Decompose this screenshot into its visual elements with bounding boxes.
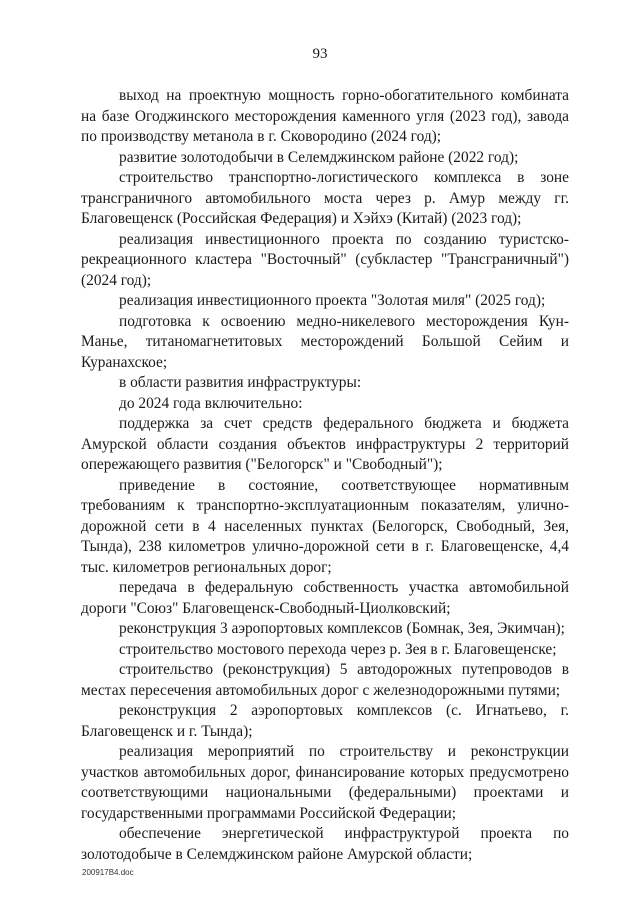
paragraph: развитие золотодобычи в Селемджинском районе (2022 год); bbox=[119, 148, 519, 166]
page-number: 93 bbox=[312, 46, 328, 62]
file-name-footer: 200917В4.doc bbox=[82, 868, 134, 877]
paragraph: реконструкция 2 аэропортовых комплексов (с. Игнатьево, г. Благовещенск и г. Тында); bbox=[81, 702, 569, 740]
paragraph: реализация мероприятий по строительству и реконструкции участков автомобильных дорог, финансирование которых предусмотрено соответствующими национальными (федеральными) проектами и государственными программами Российской Федерации; bbox=[81, 743, 569, 822]
document-body bbox=[81, 86, 569, 865]
paragraph: обеспечение энергетической инфраструктурой проекта по золотодобыче в Селемджинском районе Амурской области; bbox=[81, 825, 569, 863]
paragraph: реализация инвестиционного проекта по созданию туристско-рекреационного кластера "Восточный" (субкластер "Трансграничный") (2024 год); bbox=[81, 230, 569, 289]
paragraph: поддержка за счет средств федерального бюджета и бюджета Амурской области создания объектов инфраструктуры 2 территорий опережающего развития ("Белогорск" и "Свободный"); bbox=[81, 415, 569, 473]
section-heading: в области развития инфраструктуры: bbox=[119, 374, 362, 391]
paragraph: передача в федеральную собственность участка автомобильной дороги "Союз" Благовещенск-Свободный-Циолковский; bbox=[81, 579, 569, 617]
period-heading: до 2024 года включительно: bbox=[119, 394, 303, 412]
paragraph: реконструкция 3 аэропортовых комплексов (Бомнак, Зея, Экимчан); bbox=[119, 620, 565, 637]
paragraph: строительство (реконструкция) 5 автодорожных путепроводов в местах пересечения автомобильных дорог с железнодорожными путями; bbox=[81, 661, 569, 699]
paragraph: реализация инвестиционного проекта "Золотая миля" (2025 год); bbox=[119, 292, 546, 309]
paragraph: строительство транспортно-логистического комплекса в зоне трансграничного автомобильного моста через р. Амур между гг. Благовещенск (Российская Федерация) и Хэйхэ (Китай) (2023 год); bbox=[81, 169, 569, 227]
paragraph: подготовка к освоению медно-никелевого месторождения Кун-Манье, титаномагнетитовых месторождений Большой Сейим и Куранахское; bbox=[81, 312, 569, 371]
paragraph: приведение в состояние, соответствующее нормативным требованиям к транспортно-эксплуатационным показателям, улично-дорожной сети в 4 населенных пунктах (Белогорск, Свободный, Зея, Тында), 238 километров улично-дорожной сети в г. Благовещенске, 4,4 тыс. километров региональных дорог; bbox=[81, 476, 569, 576]
paragraph: строительство мостового перехода через р. Зея в г. Благовещенске; bbox=[119, 640, 557, 658]
paragraph: выход на проектную мощность горно-обогатительного комбината на базе Огоджинского месторождения каменного угля (2023 год), завода по производству метанола в г. Сковородино (2024 год); bbox=[81, 87, 569, 145]
